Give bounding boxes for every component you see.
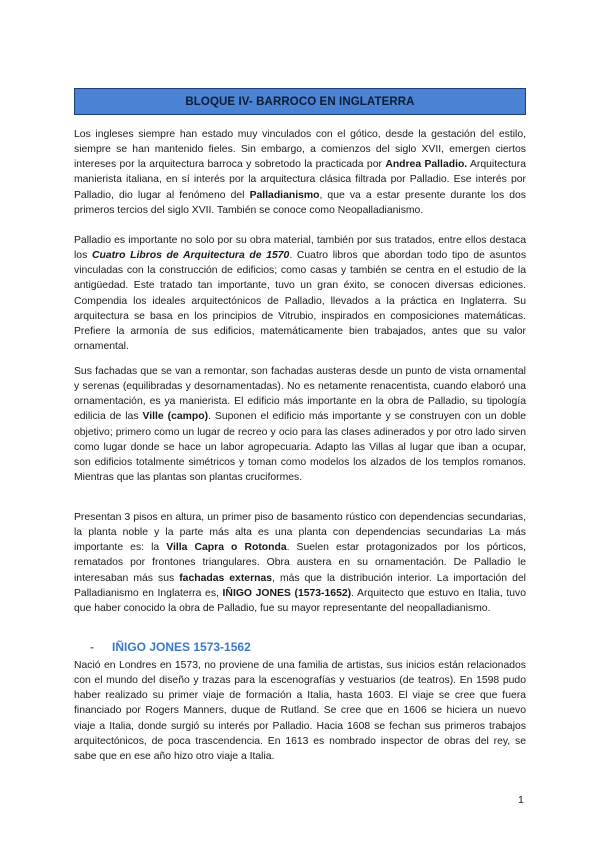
bold-andrea-palladio: Andrea Palladio.: [385, 159, 468, 171]
text-run: , que va a estar presente durante los dos primeros tercios del siglo XVII. También se conoce como Neopalladianismo.: [74, 189, 526, 216]
bold-italic-cuatro-libros: Cuatro Libros de Arquitectura de 1570: [91, 250, 290, 262]
paragraph-floors: [74, 510, 526, 616]
text-run: Sus fachadas que se van a remontar, son fachadas austeras desde un punto de vista ornamental y serenas (equilibradas y desornamentadas). No es netamente renacentista, cuando elaboró una ornamentación, es ya manierista. El edificio más importante en la obra de Palladio, su tipología edilicia de las: [74, 366, 526, 423]
text-run: Presentan 3 pisos en altura, un primer piso de basamento rústico con dependencias secundarias, la planta noble y la parte más alta es una planta con dependencias secundarias La más importante es: la: [74, 512, 526, 554]
section-title-banner: [74, 88, 526, 115]
text-run: Los ingleses siempre han estado muy vinculados con el gótico, desde la gestación del estilo, siempre se han mantenido fieles. Sin embargo, a comienzos del siglo XVII, emergen ciertos intereses por la arquitectura barroca y sobretodo la practicada por: [74, 129, 526, 171]
text-run: . Arquitecto que estuvo en Italia, tuvo que haber conocido la obra de Palladio, fue su mayor representante del neopalladianismo.: [74, 587, 526, 614]
text-run: . Suponen el edificio más importante y se construyen con un doble objetivo; primero como un lugar de recreo y ocio para las clases adinerados y por otro lado sirven como lugar donde se hace un labor agropecuaria. Adapto las Villas al lugar que iban a ocupar, son edificios totalmente simétricos y toman como modelos los alzados de los templos romanos. Mientras que las plantas son plantas cruciformes.: [74, 411, 526, 484]
text-run: , más que la distribución interior. La importación del Palladianismo en Inglaterra es,: [74, 572, 526, 599]
page-number: 1: [518, 794, 524, 806]
bold-villa-capra: Villa Capra o Rotonda: [166, 542, 287, 554]
bold-ville-campo: Ville (campo): [142, 411, 209, 423]
heading-bullet: -: [90, 640, 94, 654]
bold-palladianismo: Palladianismo: [249, 189, 320, 201]
text-run: Arquitectura manierista italiana, en sí interés por la arquitectura clásica filtrada por Palladio. Ese interés por Palladio, dio lugar al fenómeno del: [74, 159, 526, 201]
text-run: . Suelen estar protagonizados por los pórticos, rematados por frontones triangulares. Obra austera en su ornamentación. De Palladio le interesaban más sus: [74, 542, 526, 584]
paragraph-treatises: [74, 233, 526, 354]
bold-fachadas-externas: fachadas externas: [179, 572, 273, 584]
paragraph-intro: [74, 127, 526, 218]
section-title: BLOQUE IV- BARROCO EN INGLATERRA: [185, 95, 415, 108]
paragraph-facades: [74, 364, 526, 485]
text-run: . Cuatro libros que abordan todo tipo de asuntos vinculadas con la construcción de edificios; como casas y también se centra en el estudio de la antigüedad. Este tratado tan importante, tuvo un gran éxito, se conocen diversas ediciones. Compendia los ideales arquitectónicos de Palladio, llevados a la práctica en Inglaterra. Su arquitectura se basa en los principios de Vitrubio, inspirados en composiciones matemáticas. Prefiere la armonía de sus edificios, matemáticamente bien trabajados, antes que su valor ornamental.: [74, 250, 527, 353]
heading-text: IÑIGO JONES 1573-1562: [112, 640, 251, 654]
paragraph-biography: Nació en Londres en 1573, no proviene de una familia de artistas, sus inicios están relacionados con el mundo del diseño y trazas para la escenografías y vestuarios (de teatros). En 1598 pudo haber realizado su primer viaje de formación a Italia, hasta 1603. El viaje se cree que fuera financiado por Rogers Manners, duque de Rutland. Se cree que en 1606 se hiciera un nuevo viaje a Italia, donde surgió su interés por Palladio. Hacia 1608 se fechan sus primeros trabajos arquitectónicos, de poca trascendencia. En 1613 es nombrado inspector de obras del rey, se sabe que en ese año hizo otro viaje a Italia.: [74, 660, 526, 762]
text-run: Palladio es importante no solo por su obra material, también por sus tratados, entre ellos destaca los: [74, 235, 526, 262]
subsection-heading: [90, 640, 251, 654]
bold-inigo-jones: IÑIGO JONES (1573-1652): [222, 587, 352, 599]
